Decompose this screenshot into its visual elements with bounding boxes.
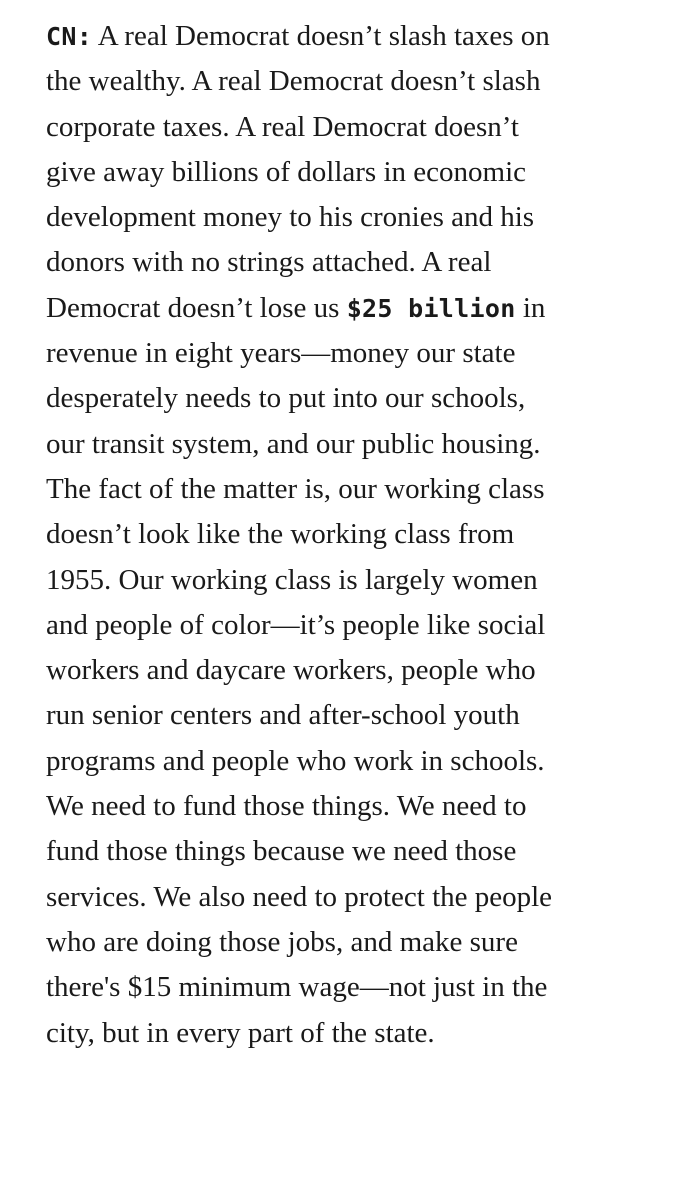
text-line: desperately needs to put into our schools, xyxy=(46,382,526,415)
text-line: Democrat doesn’t lose us $25 billion in xyxy=(46,291,546,324)
text-line: revenue in eight years—money our state xyxy=(46,337,516,370)
text-line: CN: A real Democrat doesn’t slash taxes on xyxy=(46,20,550,52)
text-line: there's $15 minimum wage—not just in the xyxy=(46,971,548,1004)
article-body xyxy=(46,14,646,1056)
text-line: run senior centers and after-school youth xyxy=(46,699,520,732)
text-line: who are doing those jobs, and make sure xyxy=(46,925,518,958)
text-line: services. We also need to protect the people xyxy=(46,880,553,913)
speaker-label: CN: xyxy=(46,22,93,51)
text-line: give away billions of dollars in economic xyxy=(46,155,527,188)
text-line: 1955. Our working class is largely women xyxy=(46,563,538,596)
text-line: doesn’t look like the working class from xyxy=(46,518,515,551)
text-line: workers and daycare workers, people who xyxy=(46,654,536,687)
text-line: We need to fund those things. We need to xyxy=(46,790,527,823)
text-line: development money to his cronies and his xyxy=(46,201,535,234)
text-line: The fact of the matter is, our working class xyxy=(46,472,545,505)
text-line: donors with no strings attached. A real xyxy=(46,246,492,279)
text-line: fund those things because we need those xyxy=(46,835,517,868)
text-line: and people of color—it’s people like social xyxy=(46,608,546,641)
highlighted-amount: $25 billion xyxy=(346,293,516,323)
text-line: corporate taxes. A real Democrat doesn’t xyxy=(46,110,519,143)
text-line: our transit system, and our public housing. xyxy=(46,427,541,460)
text-line: the wealthy. A real Democrat doesn’t slash xyxy=(46,65,541,98)
text-line: city, but in every part of the state. xyxy=(46,1016,435,1049)
text-line: programs and people who work in schools. xyxy=(46,744,545,777)
